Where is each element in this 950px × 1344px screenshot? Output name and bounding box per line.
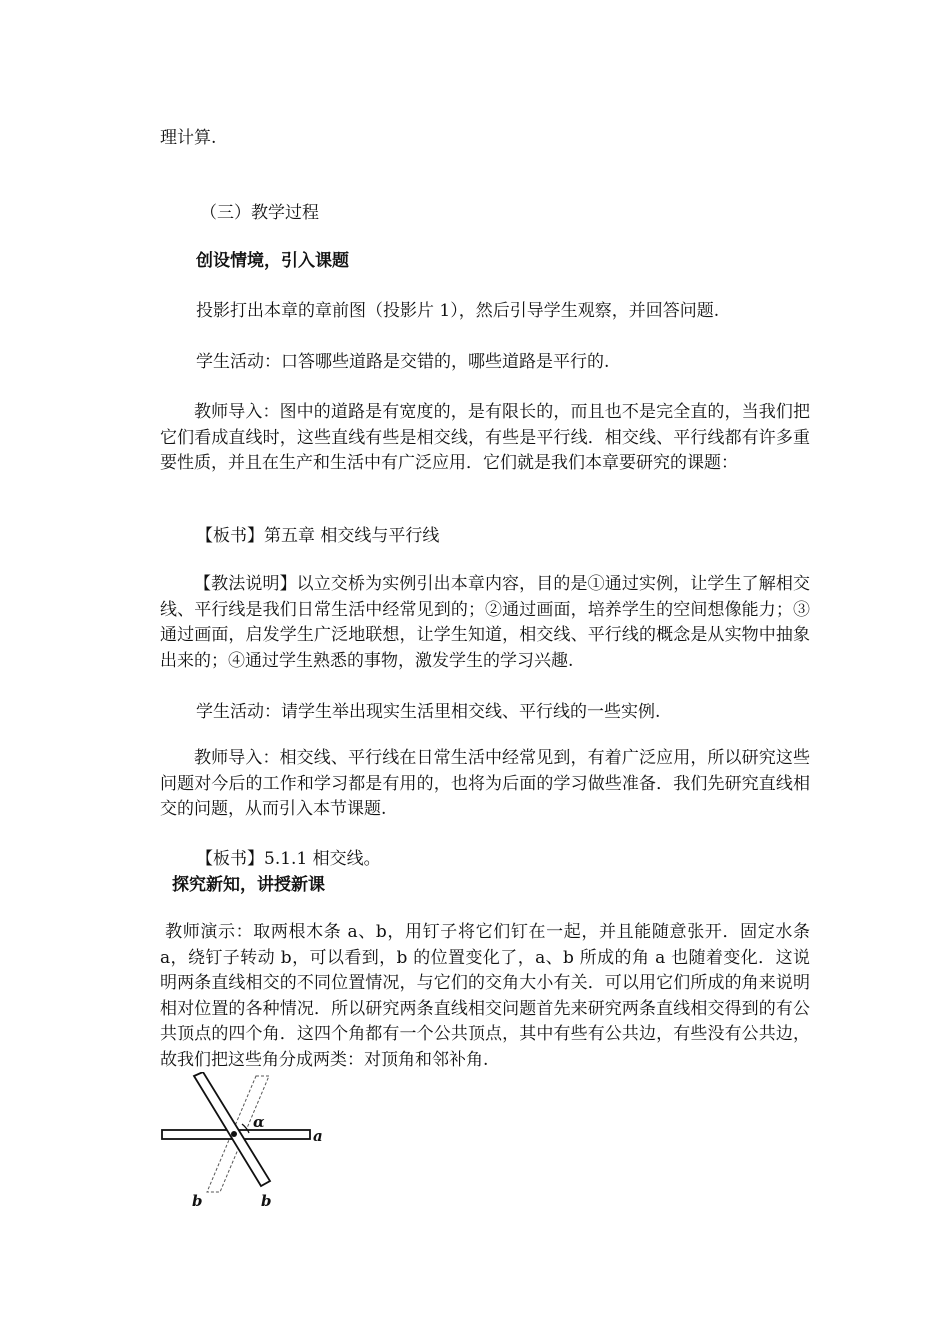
text-line-calc-tail: 理计算. [160, 128, 217, 148]
paragraph-method-note: 【教法说明】以立交桥为实例引出本章内容，目的是①通过实例，让学生了解相交线、平行线是我们日常生活中经常见到的；②通过画面，培养学生的空间想像能力；③通过画面，启发学生广泛地联想，让学生知道，相交线、平行线的概念是从实物中抽象出来的；④通过学生熟悉的事物，激发学生的学习兴趣. [160, 574, 810, 671]
intersecting-sticks-figure [150, 1072, 340, 1212]
section-heading: （三）教学过程 [200, 203, 319, 223]
label-angle: α [253, 1113, 265, 1131]
paragraph-teacher-intro-1: 教师导入：图中的道路是有宽度的，是有限长的，而且也不是完全直的，当我们把它们看成直线时，这些直线有些是相交线，有些是平行线．相交线、平行线都有许多重要性质，并且在生产和生活中有广泛应用．它们就是我们本章要研究的课题： [160, 402, 810, 473]
label-a: a [313, 1127, 323, 1145]
paragraph-student-activity-2: 学生活动：请学生举出现实生活里相交线、平行线的一些实例. [196, 702, 661, 722]
sub-heading-create-context: 创设情境，引入课题 [196, 251, 349, 271]
label-b-solid: b [261, 1192, 272, 1210]
label-b-dashed: b [192, 1192, 203, 1210]
paragraph-board-1: 【板书】第五章 相交线与平行线 [196, 526, 440, 546]
paragraph-teacher-demo: 教师演示：取两根木条 a、b，用钉子将它们钉在一起，并且能随意张开．固定水条 a，绕钉子转动 b，可以看到，b 的位置变化了，a、b 所成的角 a 也随着变化．这说明两条直线相交的不同位置情况，与它们的交角大小有关．可以用它们所成的角来说明相对位置的各种情况．所以研究两条直线相交问题首先来研究两条直线相交得到的有公共顶点的四个角．这四个角都有一个公共顶点，其中有些有公共边，有些没有公共边，故我们把这些角分成两类：对顶角和邻补角. [160, 922, 810, 1070]
paragraph-board-2: 【板书】5.1.1 相交线。 [196, 849, 381, 869]
paragraph-student-activity-1: 学生活动：口答哪些道路是交错的，哪些道路是平行的. [196, 352, 610, 372]
paragraph-projection: 投影打出本章的章前图（投影片 1），然后引导学生观察，并回答问题. [196, 301, 720, 321]
nail-pivot [231, 1131, 237, 1137]
paragraph-teacher-intro-2: 教师导入：相交线、平行线在日常生活中经常见到，有着广泛应用，所以研究这些问题对今后的工作和学习都是有用的，也将为后面的学习做些准备．我们先研究直线相交的问题，从而引入本节课题. [160, 748, 810, 819]
sub-heading-explore: 探究新知，讲授新课 [172, 875, 325, 895]
